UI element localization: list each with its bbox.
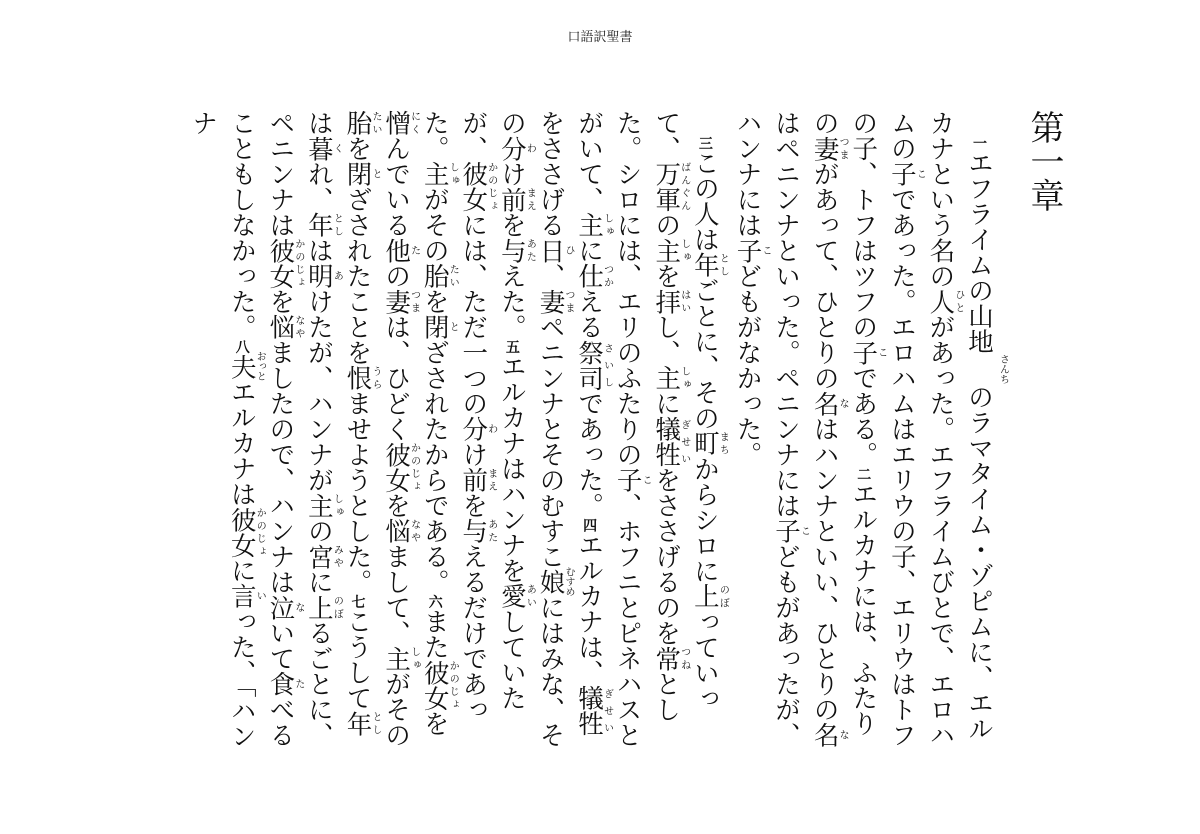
ruby-word — [651, 645, 690, 672]
ruby-word — [574, 685, 613, 736]
text-run: を — [419, 710, 450, 736]
text-run: ましたので、ハンナは — [265, 339, 296, 595]
ruby-word — [574, 339, 613, 391]
furigana: ばんぐん — [678, 161, 690, 212]
text-run: に — [574, 237, 605, 263]
ruby-word — [226, 506, 266, 558]
text-run: に — [651, 390, 682, 416]
text-run: け — [496, 161, 527, 187]
furigana: こ — [798, 518, 810, 544]
furigana: かのじょ — [447, 659, 459, 711]
ruby-word — [809, 135, 849, 162]
furigana: あた — [524, 237, 536, 263]
furigana: なや — [292, 314, 304, 340]
text-run: を — [342, 135, 373, 161]
ruby-base: 子 — [732, 237, 763, 263]
verse-number: 六 — [426, 594, 443, 609]
furigana: つね — [678, 645, 690, 671]
ruby-base: 宮 — [303, 543, 334, 569]
ruby-base: 犠牲 — [574, 685, 605, 736]
ruby-word — [381, 237, 420, 264]
page-header: 口語訳聖書 — [567, 30, 633, 45]
text-run: えるだけであった。 — [419, 110, 489, 722]
text-run: はペニンナといった。ペニンナには — [771, 110, 802, 518]
ruby-word — [381, 110, 420, 136]
ruby-base: 主 — [651, 237, 682, 263]
furigana: しゅ — [447, 161, 459, 187]
ruby-word — [496, 186, 536, 213]
ruby-word — [496, 583, 536, 609]
furigana: く — [331, 135, 343, 161]
furigana: たい — [447, 263, 459, 289]
ruby-word — [342, 110, 381, 136]
text-run: ごとに、その — [689, 277, 720, 430]
ruby-base: 言 — [226, 583, 257, 609]
text-run: をささげるのを — [651, 467, 682, 646]
ruby-base: 悩 — [265, 314, 296, 340]
ruby-base: 子 — [612, 467, 643, 493]
furigana: かのじょ — [485, 161, 497, 212]
text-run: にはみな、その — [496, 110, 566, 748]
ruby-word — [303, 492, 343, 519]
furigana: さいし — [601, 339, 613, 391]
furigana: な — [837, 722, 849, 748]
text-run: をささげる — [535, 110, 566, 238]
ruby-word — [964, 353, 1009, 384]
ruby-base: 愛 — [496, 583, 527, 609]
ruby-base: 彼女 — [381, 441, 412, 493]
text-run: エルカナは、 — [574, 532, 605, 685]
ruby-base: 祭司 — [574, 339, 605, 391]
ruby-base: 町 — [689, 430, 720, 456]
ruby-base: 上 — [689, 583, 720, 609]
text-run: を — [381, 492, 412, 518]
furigana: かのじょ — [292, 237, 304, 289]
ruby-base: 主 — [381, 645, 412, 671]
ruby-word — [381, 645, 420, 672]
text-run: は — [303, 110, 334, 136]
ruby-word — [342, 710, 381, 737]
ruby-base: 明 — [303, 263, 334, 289]
text-run: いて — [265, 620, 296, 671]
ruby-base: 名 — [809, 390, 840, 416]
ruby-base: 与 — [458, 518, 489, 544]
ruby-word — [535, 566, 574, 597]
ruby-base: 妻 — [381, 288, 412, 314]
furigana: のぼ — [717, 583, 729, 609]
text-run: があって、ひとりの — [809, 161, 840, 391]
text-run: を — [458, 492, 489, 518]
ruby-word — [303, 594, 343, 621]
furigana: あた — [485, 518, 497, 544]
ruby-base: 悩 — [381, 518, 412, 544]
ruby-base: 分 — [496, 135, 527, 161]
furigana: まえ — [485, 467, 497, 493]
ruby-base: 彼女 — [458, 161, 489, 212]
ruby-word — [303, 212, 343, 238]
text-run: エルカナは — [226, 379, 257, 507]
text-run: を — [651, 263, 682, 289]
ruby-base: 胎 — [342, 110, 373, 136]
ruby-word — [689, 430, 729, 456]
ruby-word — [265, 594, 304, 621]
ruby-base: 夫 — [226, 351, 257, 382]
ruby-base: 憎 — [381, 110, 412, 136]
text-run: った、「ハンナ — [188, 110, 257, 749]
text-run: える — [574, 288, 605, 340]
text-run: えた。 — [496, 263, 527, 340]
ruby-word — [496, 135, 536, 162]
ruby-base: 妻 — [535, 288, 566, 314]
furigana: ぎせい — [601, 685, 613, 736]
text-run: エルカナはハンナを — [496, 353, 527, 583]
text-run: であった。 — [574, 390, 605, 518]
ruby-base: 仕 — [574, 263, 605, 289]
text-run: っていって、 — [651, 110, 720, 711]
text-run: を — [419, 288, 450, 314]
ruby-word — [265, 237, 304, 289]
ruby-base: 子 — [886, 161, 917, 187]
text-run: の — [303, 518, 334, 544]
text-run: ペニンナとそのむすこ — [535, 314, 566, 569]
furigana: うら — [370, 365, 381, 391]
chapter-title: 第一章 — [1024, 110, 1064, 212]
ruby-word — [419, 263, 459, 289]
verse-number: 三 — [696, 135, 713, 150]
verse-number: 八 — [233, 339, 250, 354]
ruby-word — [771, 518, 810, 544]
furigana: とし — [370, 710, 381, 736]
furigana: い — [254, 583, 266, 609]
furigana: しゅ — [408, 645, 420, 671]
ruby-word — [458, 416, 497, 442]
verse-number: 一 — [971, 135, 987, 150]
ruby-base: 上 — [303, 594, 334, 620]
ruby-word — [809, 722, 849, 748]
ruby-base: 人 — [925, 288, 956, 314]
ruby-word — [419, 314, 459, 340]
furigana: はい — [678, 288, 690, 314]
furigana: つま — [562, 288, 574, 314]
ruby-word — [886, 161, 926, 187]
furigana: しゅ — [678, 365, 690, 391]
text-run: べることもしなかった。 — [226, 110, 296, 748]
ruby-base: 暮 — [303, 135, 334, 161]
ruby-word — [265, 314, 304, 340]
text-run: どもがあったが、ハンナには — [732, 110, 802, 748]
ruby-base: 閉 — [342, 161, 373, 187]
ruby-base: 分 — [458, 416, 489, 442]
text-run: はハンナといい、ひとりの — [809, 416, 840, 722]
ruby-word — [419, 659, 459, 711]
text-run: どもがなかった。 — [732, 263, 763, 467]
ruby-word — [381, 288, 420, 315]
ruby-base: 主 — [574, 212, 605, 238]
ruby-word — [458, 161, 497, 212]
ruby-base: 恨 — [342, 365, 373, 391]
ruby-base: 主 — [651, 365, 682, 391]
ruby-word — [535, 288, 574, 315]
ruby-word — [612, 467, 652, 493]
ruby-word — [303, 263, 343, 289]
furigana: むすめ — [562, 566, 574, 597]
ruby-base: 泣 — [265, 594, 296, 620]
ruby-base: 子 — [848, 339, 879, 365]
ruby-word — [265, 671, 304, 697]
furigana: た — [292, 671, 304, 697]
text-run: 、ホフニとピネハスとがいて、 — [574, 110, 643, 748]
furigana: みや — [331, 543, 343, 569]
ruby-word — [651, 161, 690, 212]
text-run: るごとに、ペニンナは — [265, 110, 334, 748]
text-run: である。 — [848, 365, 879, 467]
text-run: し、 — [651, 314, 682, 365]
ruby-word — [303, 135, 343, 162]
furigana: しゅ — [678, 237, 690, 263]
ruby-word — [848, 339, 887, 366]
furigana: あ — [331, 263, 343, 289]
ruby-word — [303, 543, 343, 570]
ruby-base: 彼女 — [265, 237, 296, 289]
text-run: ざされたからである。 — [419, 339, 450, 595]
ruby-word — [458, 518, 497, 544]
furigana: にく — [408, 110, 420, 136]
ruby-word — [732, 237, 771, 264]
ruby-word — [689, 583, 729, 609]
ruby-base: 犠牲 — [651, 416, 682, 467]
ruby-word — [651, 237, 690, 264]
text-run: ざされたことを — [342, 186, 373, 365]
text-run: していたが、 — [458, 110, 527, 711]
text-run: を — [496, 212, 527, 238]
text-run: であった。エロハムはエリウの子、エリウはトフの子、トフはツフの — [848, 110, 917, 748]
furigana: あい — [524, 583, 536, 609]
text-run: は — [303, 237, 334, 263]
furigana: こ — [914, 161, 926, 187]
text-run: があった。エフライムびとで、エロハムの — [886, 110, 956, 748]
furigana: おっと — [254, 351, 266, 382]
ruby-base: 年 — [342, 710, 373, 736]
text-run: 、 — [535, 263, 566, 289]
ruby-base: 年 — [303, 212, 334, 238]
text-run: この人は — [689, 149, 720, 252]
text-run: け — [458, 441, 489, 467]
furigana: のぼ — [331, 594, 343, 620]
ruby-base: 食 — [265, 671, 296, 697]
text-run: とした。シロには、エリのふたりの — [612, 110, 682, 722]
verse-number: 七 — [349, 594, 366, 609]
text-run: に — [226, 557, 257, 583]
text-run: がその — [381, 671, 412, 748]
ruby-word — [226, 583, 266, 609]
ruby-base: 拝 — [651, 288, 682, 314]
furigana: つま — [837, 135, 849, 161]
furigana: ひ — [562, 237, 574, 263]
ruby-base: 名 — [809, 722, 840, 748]
text-run: エルカナには、ふたりの — [809, 110, 879, 736]
paragraph — [728, 110, 1008, 750]
furigana: さんち — [997, 353, 1009, 384]
text-run: また — [419, 608, 450, 660]
ruby-base: 年 — [689, 251, 720, 277]
text-run: んでいる — [381, 135, 412, 238]
furigana: わ — [485, 416, 497, 442]
ruby-base: 主 — [419, 161, 450, 187]
ruby-base: 与 — [496, 237, 527, 263]
ruby-word — [574, 212, 613, 238]
text-run: は、ひどく — [381, 314, 412, 442]
furigana: とし — [331, 212, 343, 238]
verse-number: 二 — [855, 467, 872, 481]
vertical-text-page — [72, 110, 1072, 750]
furigana: と — [370, 161, 381, 187]
text-run: こうして — [342, 608, 373, 711]
furigana: わ — [524, 135, 536, 161]
furigana: ひと — [952, 288, 964, 314]
furigana: かのじょ — [408, 441, 420, 493]
verse-number: 五 — [503, 339, 520, 354]
text-run: がその — [419, 186, 450, 263]
ruby-base: 日 — [535, 237, 566, 263]
ruby-word — [381, 518, 420, 544]
furigana: ぎせい — [678, 416, 690, 467]
text-run: からシロに — [689, 455, 720, 583]
furigana: なや — [408, 518, 420, 544]
ruby-base: 常 — [651, 645, 682, 671]
text-run: に — [303, 569, 334, 595]
furigana: こ — [875, 339, 887, 365]
text-run: のラマタイム・ゾピムに、エルカナという名の — [925, 110, 994, 741]
ruby-base: 万軍 — [651, 161, 682, 212]
paragraph — [184, 110, 728, 750]
ruby-base: 妻 — [809, 135, 840, 161]
text-run: の — [651, 212, 682, 238]
furigana: まえ — [524, 186, 536, 212]
ruby-word — [651, 288, 690, 315]
text-run: を — [265, 288, 296, 314]
furigana: な — [837, 390, 849, 416]
ruby-base: 主 — [303, 492, 334, 518]
ruby-word — [458, 467, 497, 493]
furigana: たい — [370, 110, 381, 136]
ruby-base: 前 — [458, 467, 489, 493]
furigana: しゅ — [601, 212, 613, 238]
furigana: つま — [408, 288, 420, 314]
text-run: の — [381, 263, 412, 289]
ruby-word — [535, 237, 574, 264]
ruby-word — [651, 416, 690, 467]
ruby-base: 閉 — [419, 314, 450, 340]
furigana: かのじょ — [254, 506, 266, 558]
ruby-base: 胎 — [419, 263, 450, 289]
furigana: まち — [717, 430, 729, 456]
verse-number: 四 — [581, 518, 598, 532]
text-run: エフライムの山地 — [964, 149, 994, 354]
ruby-word — [809, 390, 849, 417]
furigana: な — [292, 594, 304, 620]
ruby-word — [574, 263, 613, 289]
furigana: しゅ — [331, 492, 343, 518]
text-run: ませようとした。 — [342, 390, 373, 595]
ruby-base: 彼女 — [419, 659, 450, 711]
ruby-base: 前 — [496, 186, 527, 212]
text-run: には、ただ一つの — [458, 212, 489, 416]
furigana: とし — [717, 251, 729, 277]
ruby-word — [651, 365, 690, 391]
furigana: こ — [759, 237, 771, 263]
ruby-word — [381, 441, 420, 493]
text-run: れ、 — [303, 161, 334, 212]
ruby-word — [496, 237, 536, 264]
ruby-word — [419, 161, 459, 187]
ruby-word — [226, 351, 266, 382]
ruby-base: 他 — [381, 237, 412, 263]
furigana: つか — [601, 263, 613, 289]
ruby-base: 娘 — [535, 566, 566, 597]
ruby-word — [342, 365, 381, 391]
furigana: た — [408, 237, 420, 263]
ruby-word — [689, 251, 729, 278]
text-run: まして、 — [381, 543, 412, 646]
furigana: こ — [640, 467, 652, 493]
text-run: けたが、ハンナが — [303, 288, 334, 493]
ruby-word — [925, 288, 964, 315]
ruby-base: 子 — [771, 518, 802, 544]
furigana: と — [447, 314, 459, 340]
ruby-base: 彼女 — [226, 506, 257, 558]
ruby-word — [342, 161, 381, 187]
